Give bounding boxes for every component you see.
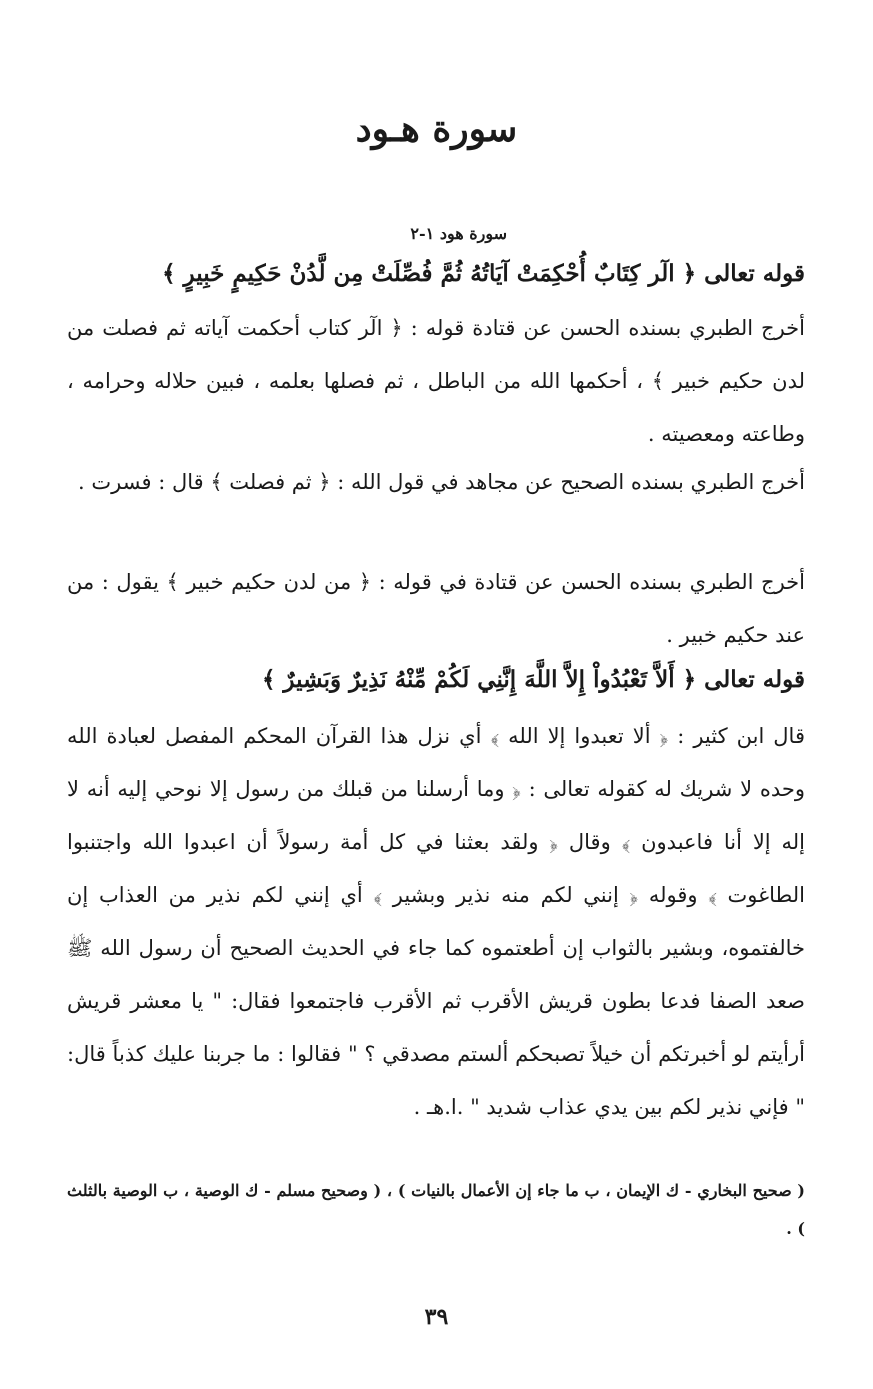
commentary-paragraph-1: أخرج الطبري بسنده الحسن عن قتادة قوله : ﴿ الٓر كتاب أحكمت آياته ثم فصلت من لدن حكيم خبير ﴾ ، أحكمها الله من الباطل ، ثم فصلها بعلمه ، فبين حلاله وحرامه ، وطاعته ومعصيته . <box>67 316 805 446</box>
page-number: ٣٩ <box>424 1304 449 1330</box>
verse-heading-1 <box>67 254 805 294</box>
verse-heading-2 <box>67 660 805 700</box>
commentary-paragraph-2: أخرج الطبري بسنده الصحيح عن مجاهد في قول الله : ﴿ ثم فصلت ﴾ قال : فسرت . <box>78 470 805 494</box>
verse-reference: سورة هود ١-٢ <box>410 224 507 243</box>
footnote: ( صحيح البخاري - ك الإيمان ، ب ما جاء إن الأعمال بالنيات ) ، ( وصحيح مسلم - ك الوصية ، ب الوصية بالثلث ) . <box>67 1181 805 1238</box>
verse-heading-prefix: قوله تعالى <box>704 260 805 287</box>
surah-title: سورة هـود <box>355 108 518 150</box>
verse-heading-prefix: قوله تعالى <box>704 666 805 693</box>
quran-verse-text: ﴿ الٓر كِتَابٌ أُحْكِمَتْ آيَاتُهُ ثُمَّ فُصِّلَتْ مِن لَّدُنْ حَكِيمٍ خَبِيرٍ ﴾ <box>162 260 697 287</box>
quran-verse-text: ﴿ أَلاَّ تَعْبُدُواْ إِلاَّ اللَّهَ إِنَّنِي لَكُمْ مِّنْهُ نَذِيرٌ وَبَشِيرٌ ﴾ <box>261 666 697 693</box>
commentary-paragraph-4: قال ابن كثير : ﴿ ألا تعبدوا إلا الله ﴾ أي نزل هذا القرآن المحكم المفصل لعبادة الله وحده لا شريك له كقوله تعالى : ﴿ وما أرسلنا من قبلك من رسول إلا نوحي إليه أنه لا إله إلا أنا فاعبدون ﴾ وقال ﴿ ولقد بعثنا في كل أمة رسولاً أن اعبدوا الله واجتنبوا الطاغوت ﴾ وقوله ﴿ إنني لكم منه نذير وبشير ﴾ أي إنني لكم نذير من العذاب إن خالفتموه، وبشير بالثواب إن أطعتموه كما جاء في الحديث الصحيح أن رسول الله ﷺ صعد الصفا فدعا بطون قريش الأقرب ثم الأقرب فاجتمعوا فقال: " يا معشر قريش أرأيتم لو أخبرتكم أن خيلاً تصبحكم ألستم مصدقي ؟ " فقالوا : ما جربنا عليك كذباً قال: " فإني نذير لكم بين يدي عذاب شديد " .ا.هـ . <box>67 724 805 1119</box>
commentary-paragraph-3: أخرج الطبري بسنده الحسن عن قتادة في قوله : ﴿ من لدن حكيم خبير ﴾ يقول : من عند حكيم خبير . <box>67 570 805 647</box>
